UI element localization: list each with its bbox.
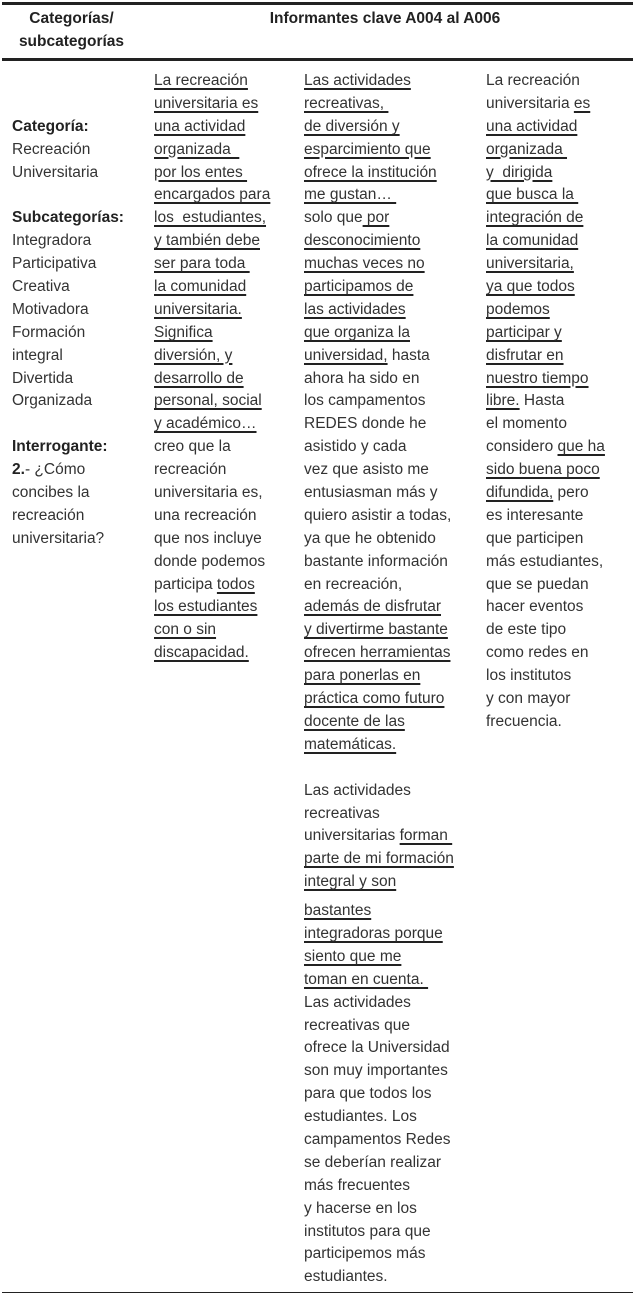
text-segment: y hacerse en los bbox=[304, 1199, 417, 1217]
underlined-segment: docente de las bbox=[304, 712, 405, 730]
text-line bbox=[486, 528, 605, 551]
text-line bbox=[12, 413, 124, 436]
text-segment: entusiasman más y bbox=[304, 484, 438, 502]
text-segment: concibes la bbox=[12, 484, 90, 502]
underlined-segment: universitaria. bbox=[154, 300, 242, 318]
underlined-segment: me gustan… bbox=[304, 186, 397, 204]
text-line bbox=[304, 413, 454, 436]
text-segment: creo que la bbox=[154, 438, 231, 456]
text-line bbox=[304, 459, 454, 482]
text-line bbox=[304, 345, 454, 368]
text-segment: una recreación bbox=[154, 506, 257, 524]
text-line bbox=[486, 551, 605, 574]
text-line bbox=[154, 207, 270, 230]
text-line bbox=[304, 900, 454, 923]
underlined-segment: práctica como futuro bbox=[304, 690, 445, 708]
text-line bbox=[12, 139, 124, 162]
underlined-segment: libre. bbox=[486, 392, 520, 410]
text-line bbox=[304, 848, 454, 871]
bold-label: Interrogante: bbox=[12, 438, 108, 456]
text-line bbox=[486, 596, 605, 619]
text-segment: Universitaria bbox=[12, 163, 99, 181]
text-segment: para que todos los bbox=[304, 1085, 432, 1103]
text-line bbox=[486, 390, 605, 413]
table-top-rule bbox=[2, 2, 633, 5]
text-line bbox=[486, 459, 605, 482]
text-line bbox=[154, 345, 270, 368]
underlined-segment: esparcimiento que bbox=[304, 140, 431, 158]
text-line bbox=[304, 780, 454, 803]
underlined-segment: la comunidad bbox=[486, 232, 579, 250]
text-segment: Divertida bbox=[12, 369, 74, 387]
text-segment: que se puedan bbox=[486, 575, 589, 593]
text-segment: Formación bbox=[12, 323, 86, 341]
text-line bbox=[154, 253, 270, 276]
underlined-segment: podemos bbox=[486, 300, 550, 318]
text-segment: institutos para que bbox=[304, 1222, 431, 1240]
underlined-segment: sido buena poco bbox=[486, 461, 600, 479]
text-line bbox=[154, 482, 270, 505]
text-line bbox=[154, 230, 270, 253]
underlined-segment: que ha bbox=[557, 438, 605, 456]
underlined-segment: y divertirme bastante bbox=[304, 621, 448, 639]
text-line bbox=[304, 139, 454, 162]
text-line bbox=[304, 992, 454, 1015]
text-segment: donde podemos bbox=[154, 552, 266, 570]
text-line bbox=[154, 551, 270, 574]
header-categories-line1: Categorías/ bbox=[29, 10, 114, 27]
bold-label: Subcategorías: bbox=[12, 209, 124, 227]
underlined-segment: universitaria es bbox=[154, 94, 259, 112]
text-line bbox=[486, 253, 605, 276]
underlined-segment: universitaria, bbox=[486, 255, 574, 273]
underlined-segment: por los entes bbox=[154, 163, 248, 181]
text-segment: universitaria? bbox=[12, 529, 105, 547]
text-line bbox=[154, 162, 270, 185]
bold-label: Categoría: bbox=[12, 117, 89, 135]
underlined-segment: desarrollo de bbox=[154, 369, 244, 387]
text-line bbox=[304, 619, 454, 642]
text-line bbox=[304, 528, 454, 551]
text-line bbox=[486, 230, 605, 253]
text-line bbox=[304, 1266, 454, 1289]
underlined-segment: recreativas, bbox=[304, 94, 389, 112]
underlined-segment: Las actividades bbox=[304, 72, 411, 89]
text-segment: Recreación bbox=[12, 140, 91, 158]
text-line bbox=[304, 923, 454, 946]
header-rule bbox=[2, 58, 633, 61]
underlined-segment: que busca la bbox=[486, 186, 579, 204]
text-line bbox=[304, 276, 454, 299]
text-line bbox=[304, 162, 454, 185]
text-segment: participa bbox=[154, 575, 217, 593]
underlined-segment: disfrutar en bbox=[486, 346, 564, 364]
underlined-segment: nuestro tiempo bbox=[486, 369, 589, 387]
text-line bbox=[12, 276, 124, 299]
text-line bbox=[304, 390, 454, 413]
text-line bbox=[154, 596, 270, 619]
text-segment: vez que asisto me bbox=[304, 461, 429, 479]
underlined-segment: matemáticas. bbox=[304, 735, 397, 753]
text-segment: ofrece la Universidad bbox=[304, 1039, 450, 1057]
text-segment: los campamentos bbox=[304, 392, 426, 410]
text-line bbox=[12, 162, 124, 185]
underlined-segment: además de disfrutar bbox=[304, 598, 441, 616]
text-segment: más estudiantes, bbox=[486, 552, 604, 570]
text-line bbox=[304, 734, 454, 757]
underlined-segment: Significa bbox=[154, 323, 213, 341]
text-segment: ahora ha sido en bbox=[304, 369, 420, 387]
text-segment: bastante información bbox=[304, 552, 448, 570]
text-line bbox=[486, 436, 605, 459]
underlined-segment: desconocimiento bbox=[304, 232, 421, 250]
text-segment: quiero asistir a todas, bbox=[304, 506, 452, 524]
text-line bbox=[304, 230, 454, 253]
text-segment: REDES donde he bbox=[304, 415, 427, 433]
underlined-segment: parte de mi formación bbox=[304, 850, 454, 868]
text-segment: Creativa bbox=[12, 278, 70, 296]
text-segment: - ¿Cómo bbox=[24, 461, 86, 479]
text-segment: que participen bbox=[486, 529, 584, 547]
text-segment: de este tipo bbox=[486, 621, 567, 639]
underlined-segment: por bbox=[362, 209, 390, 227]
text-line bbox=[154, 574, 270, 597]
text-segment: en recreación, bbox=[304, 575, 403, 593]
underlined-segment: integradoras porque bbox=[304, 924, 443, 942]
underlined-segment: participamos de bbox=[304, 278, 414, 296]
text-line bbox=[486, 70, 605, 93]
text-line bbox=[486, 505, 605, 528]
text-line bbox=[304, 969, 454, 992]
text-line bbox=[12, 299, 124, 322]
text-line bbox=[304, 1106, 454, 1129]
categories-column bbox=[12, 70, 124, 551]
text-line bbox=[154, 184, 270, 207]
text-segment: recreativas bbox=[304, 804, 380, 822]
text-line bbox=[12, 368, 124, 391]
text-line bbox=[304, 1152, 454, 1175]
text-line bbox=[486, 162, 605, 185]
text-line bbox=[154, 528, 270, 551]
text-line bbox=[304, 1198, 454, 1221]
text-segment: ya que he obtenido bbox=[304, 529, 436, 547]
text-line bbox=[12, 230, 124, 253]
underlined-segment: diversión, y bbox=[154, 346, 233, 364]
text-line bbox=[486, 619, 605, 642]
text-line bbox=[12, 207, 124, 230]
text-line bbox=[12, 345, 124, 368]
underlined-segment: la comunidad bbox=[154, 278, 247, 296]
text-segment: recreación bbox=[12, 506, 85, 524]
text-line bbox=[12, 116, 124, 139]
text-line bbox=[486, 368, 605, 391]
text-line bbox=[154, 116, 270, 139]
text-segment: hasta bbox=[387, 346, 430, 364]
text-line bbox=[486, 665, 605, 688]
text-line bbox=[154, 459, 270, 482]
text-line bbox=[304, 665, 454, 688]
text-line bbox=[486, 642, 605, 665]
informant-a006-column bbox=[486, 70, 605, 734]
underlined-segment: personal, social bbox=[154, 392, 262, 410]
text-line bbox=[304, 1060, 454, 1083]
underlined-segment: es bbox=[573, 94, 591, 112]
text-line bbox=[304, 505, 454, 528]
text-line bbox=[304, 253, 454, 276]
text-line bbox=[486, 482, 605, 505]
text-line bbox=[304, 1221, 454, 1244]
underlined-segment: discapacidad. bbox=[154, 644, 249, 662]
text-line bbox=[486, 688, 605, 711]
text-segment: hacer eventos bbox=[486, 598, 584, 616]
underlined-segment: para ponerlas en bbox=[304, 667, 421, 685]
text-segment: Participativa bbox=[12, 255, 97, 273]
text-segment: integral bbox=[12, 346, 63, 364]
text-line bbox=[304, 1037, 454, 1060]
text-line bbox=[12, 436, 124, 459]
text-line bbox=[304, 551, 454, 574]
text-line bbox=[304, 1243, 454, 1266]
text-segment: considero bbox=[486, 438, 558, 456]
text-segment: universitarias bbox=[304, 827, 400, 845]
text-line bbox=[304, 1129, 454, 1152]
underlined-segment: y dirigida bbox=[486, 163, 553, 181]
text-line bbox=[304, 574, 454, 597]
header-informants: Informantes clave A004 al A006 bbox=[269, 10, 501, 27]
underlined-segment: organizada bbox=[486, 140, 568, 158]
text-line bbox=[12, 390, 124, 413]
text-segment: frecuencia. bbox=[486, 712, 562, 730]
text-line bbox=[304, 436, 454, 459]
text-line bbox=[486, 413, 605, 436]
underlined-segment: ser para toda bbox=[154, 255, 250, 273]
text-segment: estudiantes. bbox=[304, 1268, 388, 1286]
underlined-segment: bastantes bbox=[304, 902, 372, 920]
text-line bbox=[304, 322, 454, 345]
text-line bbox=[304, 803, 454, 826]
text-segment: Las actividades bbox=[304, 993, 411, 1011]
text-segment: Organizada bbox=[12, 392, 93, 410]
underlined-segment: ofrece la institución bbox=[304, 163, 437, 181]
text-line bbox=[486, 345, 605, 368]
text-segment: son muy importantes bbox=[304, 1062, 448, 1080]
informant-a005-column bbox=[304, 70, 454, 1289]
text-line bbox=[304, 70, 454, 93]
underlined-segment: universidad, bbox=[304, 346, 388, 364]
text-segment: recreación bbox=[154, 461, 227, 479]
text-segment: universitaria es, bbox=[154, 484, 263, 502]
text-segment: y con mayor bbox=[486, 690, 571, 708]
text-line bbox=[304, 642, 454, 665]
underlined-segment: una actividad bbox=[486, 117, 578, 135]
text-line bbox=[154, 322, 270, 345]
underlined-segment: ofrecen herramientas bbox=[304, 644, 451, 662]
text-line bbox=[12, 322, 124, 345]
text-line bbox=[304, 688, 454, 711]
text-segment: La recreación bbox=[486, 72, 580, 89]
underlined-segment: todos bbox=[216, 575, 255, 593]
text-line bbox=[12, 505, 124, 528]
underlined-segment: de diversión y bbox=[304, 117, 400, 135]
text-line bbox=[12, 93, 124, 116]
text-segment: universitaria bbox=[486, 94, 574, 112]
text-line bbox=[304, 711, 454, 734]
underlined-segment: integral y son bbox=[304, 873, 397, 891]
text-line bbox=[486, 276, 605, 299]
underlined-segment: toman en cuenta. bbox=[304, 970, 429, 988]
underlined-segment: siento que me bbox=[304, 947, 402, 965]
underlined-segment: La recreación bbox=[154, 72, 248, 89]
text-segment: recreativas que bbox=[304, 1016, 410, 1034]
underlined-segment: y académico… bbox=[154, 415, 257, 433]
underlined-segment: muchas veces no bbox=[304, 255, 425, 273]
text-segment: asistido y cada bbox=[304, 438, 407, 456]
underlined-segment: y también debe bbox=[154, 232, 260, 250]
text-line bbox=[12, 184, 124, 207]
text-line bbox=[304, 1175, 454, 1198]
text-line bbox=[304, 596, 454, 619]
underlined-segment: forman bbox=[399, 827, 453, 845]
header-categories bbox=[0, 7, 143, 53]
text-line bbox=[486, 93, 605, 116]
text-segment: pero bbox=[553, 484, 589, 502]
text-line bbox=[12, 528, 124, 551]
text-segment: que nos incluye bbox=[154, 529, 262, 547]
text-line bbox=[486, 322, 605, 345]
table-bottom-rule bbox=[2, 1292, 633, 1293]
text-segment: el momento bbox=[486, 415, 567, 433]
text-line bbox=[12, 253, 124, 276]
text-segment: Integradora bbox=[12, 232, 92, 250]
text-line bbox=[154, 139, 270, 162]
text-line bbox=[304, 368, 454, 391]
text-line bbox=[154, 436, 270, 459]
text-line bbox=[154, 276, 270, 299]
text-line bbox=[486, 207, 605, 230]
text-segment: estudiantes. Los bbox=[304, 1108, 417, 1126]
bold-label: 2. bbox=[12, 461, 25, 479]
text-line bbox=[304, 184, 454, 207]
header-categories-line2: subcategorías bbox=[18, 33, 125, 50]
text-line bbox=[304, 1083, 454, 1106]
text-line bbox=[154, 70, 270, 93]
underlined-segment: encargados para bbox=[154, 186, 271, 204]
text-line bbox=[154, 93, 270, 116]
underlined-segment: que organiza la bbox=[304, 323, 410, 341]
text-segment: Las actividades bbox=[304, 781, 411, 799]
text-line bbox=[12, 459, 124, 482]
underlined-segment: organizada bbox=[154, 140, 240, 158]
text-line bbox=[304, 482, 454, 505]
text-segment: campamentos Redes bbox=[304, 1130, 451, 1148]
text-segment: Hasta bbox=[519, 392, 565, 410]
underlined-segment: ya que todos bbox=[486, 278, 575, 296]
underlined-segment: difundida, bbox=[486, 484, 554, 502]
underlined-segment: los estudiantes bbox=[154, 598, 258, 616]
text-segment: más frecuentes bbox=[304, 1176, 410, 1194]
text-segment: se deberían realizar bbox=[304, 1153, 441, 1171]
text-line bbox=[304, 93, 454, 116]
text-line bbox=[304, 946, 454, 969]
text-line bbox=[304, 871, 454, 894]
underlined-segment: una actividad bbox=[154, 117, 246, 135]
text-line bbox=[486, 116, 605, 139]
text-line bbox=[154, 619, 270, 642]
informant-a004-column bbox=[154, 70, 270, 665]
text-line bbox=[486, 299, 605, 322]
text-segment: participemos más bbox=[304, 1245, 426, 1263]
text-line bbox=[304, 207, 454, 230]
text-line bbox=[486, 139, 605, 162]
text-line bbox=[486, 184, 605, 207]
text-line bbox=[486, 711, 605, 734]
text-line bbox=[154, 299, 270, 322]
text-line bbox=[12, 70, 124, 93]
text-line bbox=[486, 574, 605, 597]
text-line bbox=[304, 299, 454, 322]
underlined-segment: participar y bbox=[486, 323, 562, 341]
underlined-segment: las actividades bbox=[304, 300, 406, 318]
underlined-segment: integración de bbox=[486, 209, 584, 227]
underlined-segment: con o sin bbox=[154, 621, 217, 639]
underlined-segment: los estudiantes, bbox=[154, 209, 267, 227]
text-segment: Motivadora bbox=[12, 300, 89, 318]
text-line bbox=[304, 757, 454, 780]
text-line bbox=[154, 413, 270, 436]
text-segment: es interesante bbox=[486, 506, 584, 524]
text-segment: los institutos bbox=[486, 667, 572, 685]
text-line bbox=[304, 1015, 454, 1038]
text-line bbox=[154, 505, 270, 528]
text-line bbox=[12, 482, 124, 505]
text-segment: solo que bbox=[304, 209, 363, 227]
text-line bbox=[154, 642, 270, 665]
text-segment: como redes en bbox=[486, 644, 589, 662]
text-line bbox=[154, 390, 270, 413]
text-line bbox=[304, 825, 454, 848]
text-line bbox=[154, 368, 270, 391]
text-line bbox=[304, 116, 454, 139]
